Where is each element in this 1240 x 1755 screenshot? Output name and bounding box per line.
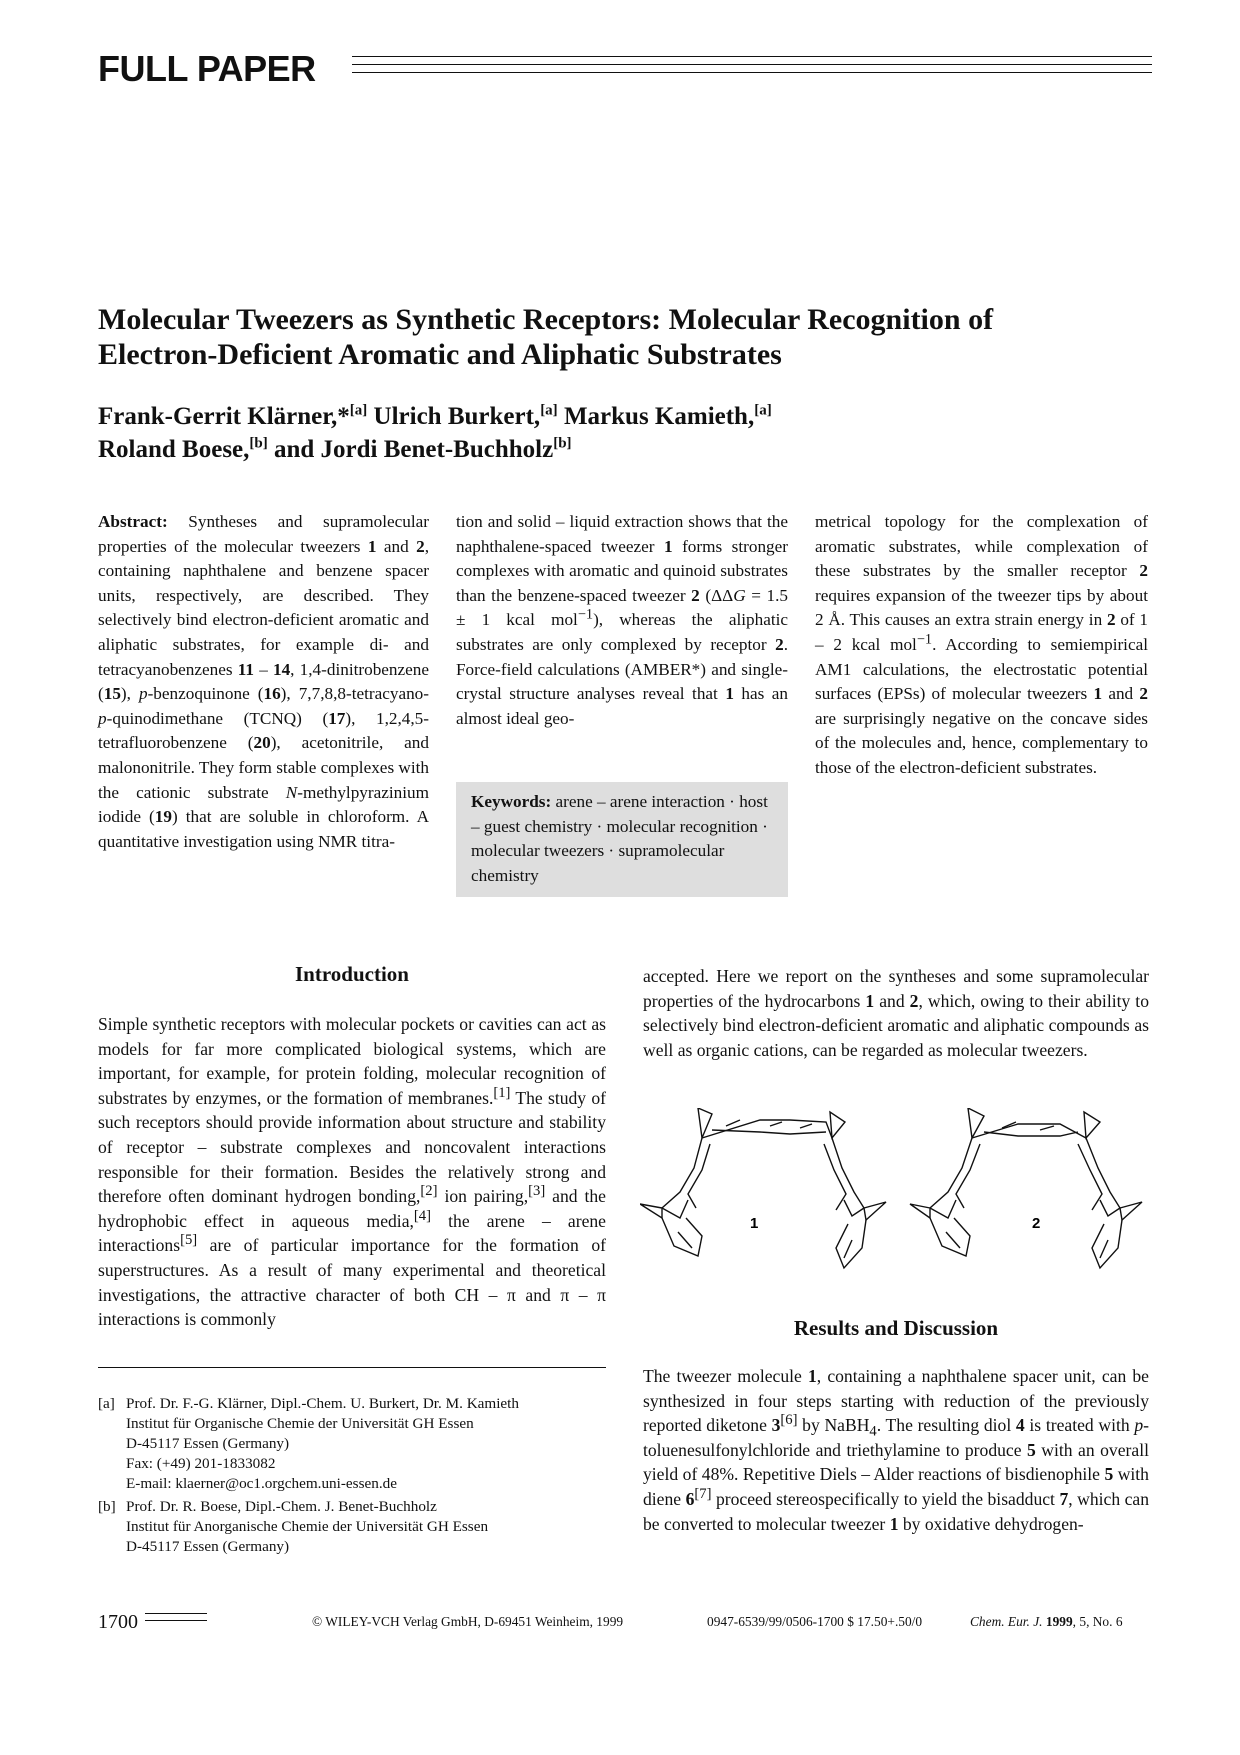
abstract-column-2: tion and solid – liquid extraction shows that the naphthalene-spaced tweezer 1 forms stronger complexes with aromatic and quinoid substrates than the benzene-spaced tweezer 2 (ΔΔG = 1.5 ± 1 kcal mol$^{-1}$), whereas the aliphatic substrates are only complexed by receptor 2. Force-field calculations (AMBER*) and single-crystal structure analyses reveal that 1 has an almost ideal geo-: [456, 512, 788, 728]
author-affiliation: [a]: [540, 402, 558, 419]
scheme-label-1: 1: [750, 1215, 759, 1232]
abstract-column-3: metrical topology for the complexation of aromatic substrates, while complexation of these substrates by the smaller receptor 2 requires expansion of the tweezer tips by about 2 Å. This causes an extra strain energy in 2 of 1 – 2 kcal mol$^{-1}$. According to semiempirical AM1 calculations, the electrostatic potential surfaces (EPSs) of molecular tweezers 1 and 2 are surprisingly negative on the concave sides of the molecules and, hence, complementary to those of the electron-deficient substrates.: [815, 512, 1149, 777]
footnote-b: [98, 1497, 606, 1557]
authors-line-2: [98, 433, 1148, 466]
footnote-a-line: Institut für Organische Chemie der Universität GH Essen: [126, 1415, 474, 1432]
authors-line-1: [98, 400, 1148, 433]
footnote-b-label: [b]: [98, 1498, 116, 1515]
article-code: 0947-6539/99/0506-1700 $ 17.50+.50/0: [707, 1614, 923, 1629]
journal-citation: [970, 1614, 1123, 1630]
footnote-b-line: Prof. Dr. R. Boese, Dipl.-Chem. J. Benet-Buchholz: [126, 1498, 437, 1515]
author-affiliation: [a]: [349, 402, 368, 419]
article-title: [98, 302, 1148, 372]
keywords-box: [456, 782, 788, 897]
tweezer-2-structure: [910, 1108, 1142, 1268]
author-list: [98, 400, 1148, 466]
footnote-a: [98, 1394, 606, 1494]
abstract-text-1: Syntheses and supramolecular properties of the molecular tweezers 1 and 2, containing naphthalene and benzene spacer units, respectively, are described. They selectively bind electron-deficient aromatic and aliphatic substrates, for example di- and tetracyanobenzenes 11 – 14, 1,4-dinitrobenzene (15), p-benzoquinone (16), 7,7,8,8-tetracyano-p-quinodimethane (TCNQ) (17), 1,2,4,5-tetrafluorobenzene (20), acetonitrile, and malononitrile. They form stable complexes with the cationic substrate N-methylpyrazinium iodide (19) that are soluble in chloroform. A quantitative investigation using NMR titra-: [98, 512, 429, 851]
author-affiliation: [a]: [754, 402, 772, 419]
journal-volume: , 5, No. 6: [1072, 1614, 1123, 1629]
footnote-b-line: Institut für Anorganische Chemie der Universität GH Essen: [126, 1518, 489, 1535]
introduction-paragraph: Simple synthetic receptors with molecular pockets or cavities can act as models for far more complicated biological systems, which are important, for example, for protein folding, molecular recognition of substrates by enzymes, or the formation of membranes.[1] The study of such receptors should provide information about structure and stability of receptor – substrate complexes and noncovalent interactions responsible for their formation. Besides the relatively strong and therefore often dominant hydrogen bonding,[2] ion pairing,[3] and the hydrophobic effect in aqueous media,[4] the arene – arene interactions[5] are of particular importance for the formation of superstructures. As a result of many experimental and theoretical investigations, the attractive character of both CH – π and π – π interactions is commonly: [98, 1014, 606, 1330]
introduction-heading: Introduction: [295, 962, 409, 986]
results-paragraph: The tweezer molecule 1, containing a naphthalene spacer unit, can be synthesized in four steps starting with reduction of the previously reported diketone 3[6] by NaBH$_4$. The resulting diol 4 is treated with p-toluenesulfonylchloride and triethylamine to produce 5 with an overall yield of 48%. Repetitive Diels – Alder reactions of bisdienophile 5 with diene 6[7] proceed stereospecifically to yield the bisadduct 7, which can be converted to molecular tweezer 1 by oxidative dehydrogen-: [643, 1366, 1150, 1534]
page-number-rules: [145, 1613, 207, 1629]
keywords-label: Keywords:: [471, 792, 552, 811]
footnote-b-line: D-45117 Essen (Germany): [126, 1538, 290, 1555]
header-rules: [352, 56, 1152, 86]
footnote-a-label: [a]: [98, 1395, 115, 1412]
journal-name: Chem. Eur. J.: [970, 1614, 1043, 1629]
results-heading: Results and Discussion: [793, 1316, 999, 1340]
scheme-label-2: 2: [1032, 1215, 1041, 1232]
author-name: and Jordi Benet-Buchholz: [274, 436, 554, 463]
keywords-text: arene – arene interaction · host – guest chemistry · molecular recognition · molecular tweezers · supramolecular chemistry: [471, 792, 768, 885]
abstract-column-1: [98, 510, 429, 854]
abstract-label: Abstract:: [98, 512, 168, 531]
publisher-line: © WILEY-VCH Verlag GmbH, D-69451 Weinheim, 1999: [312, 1614, 624, 1629]
author-affiliation: [b]: [553, 435, 572, 452]
author-name: Roland Boese,: [98, 436, 250, 463]
title-line-2: Electron-Deficient Aromatic and Aliphatic Substrates: [98, 338, 782, 371]
footnote-a-line: Prof. Dr. F.-G. Klärner, Dipl.-Chem. U. Burkert, Dr. M. Kamieth: [126, 1395, 519, 1412]
author-name: Frank-Gerrit Klärner,*: [98, 403, 350, 430]
page-number: 1700: [98, 1611, 138, 1633]
tweezer-1-structure: [640, 1108, 886, 1268]
author-name: Markus Kamieth,: [563, 403, 755, 430]
title-line-1: Molecular Tweezers as Synthetic Receptors: Molecular Recognition of: [98, 303, 994, 336]
journal-year: 1999: [1045, 1614, 1073, 1629]
footnote-a-line: D-45117 Essen (Germany): [126, 1435, 290, 1452]
footnote-a-line: Fax: (+49) 201-1833082: [126, 1455, 276, 1472]
author-name: Ulrich Burkert,: [373, 403, 541, 430]
introduction-continuation: accepted. Here we report on the syntheses and some supramolecular properties of the hydrocarbons 1 and 2, which, owing to their ability to selectively bind electron-deficient aromatic and aliphatic compounds as well as organic cations, can be regarded as molecular tweezers.: [643, 966, 1149, 1060]
section-label: FULL PAPER: [98, 48, 316, 89]
footnote-rule: [98, 1367, 606, 1368]
footnote-a-email: E-mail: klaerner@oc1.orgchem.uni-essen.de: [126, 1475, 397, 1492]
tweezer-structures-scheme: [640, 1108, 1160, 1278]
author-affiliation: [b]: [249, 435, 268, 452]
